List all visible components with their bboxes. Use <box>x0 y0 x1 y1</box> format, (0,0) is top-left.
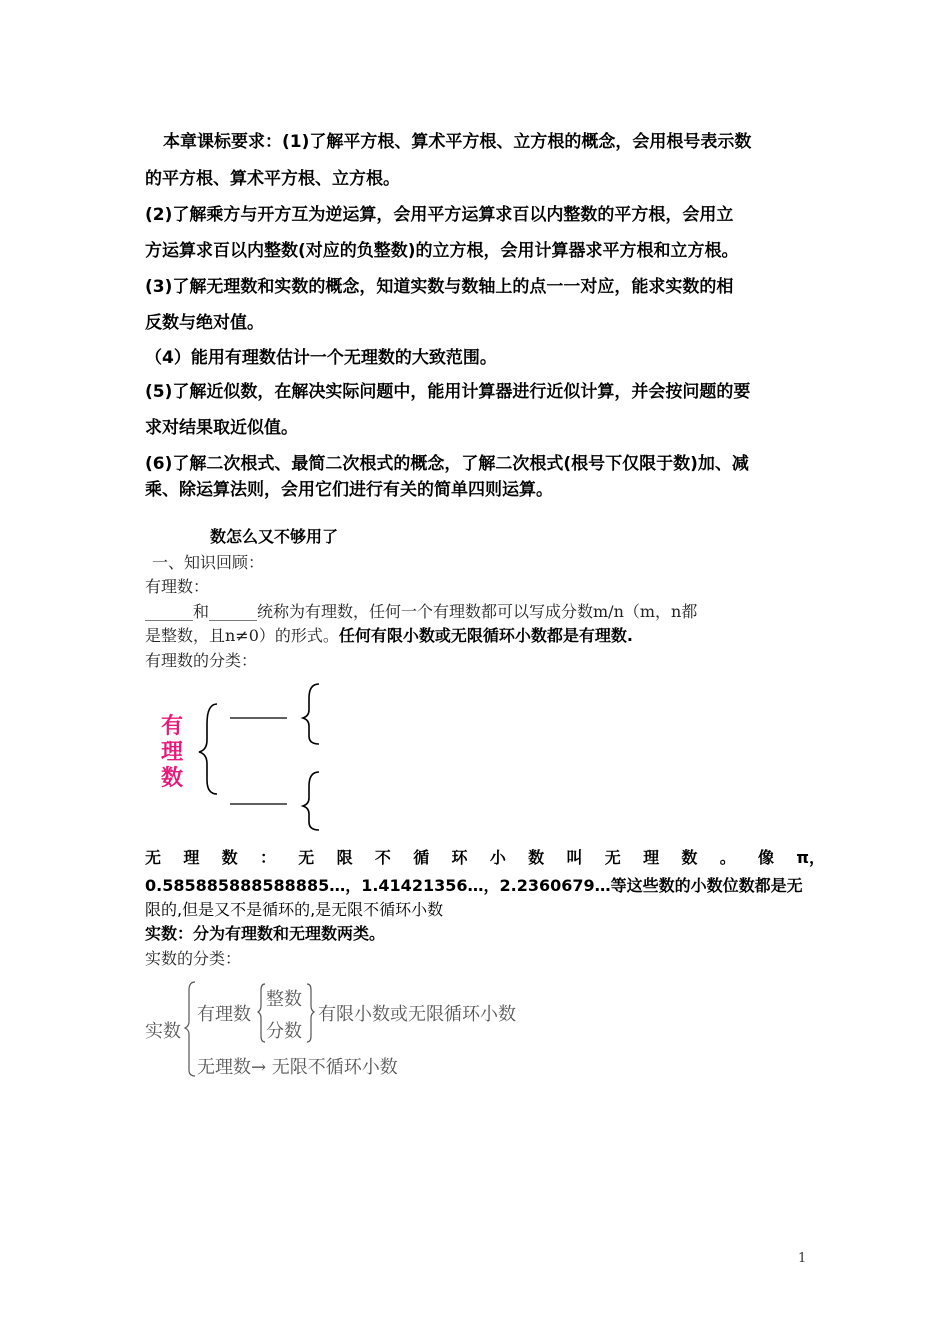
requirements-line-9: 求对结果取近似值。 <box>145 418 298 438</box>
requirements-line-8: (5)了解近似数，在解决实际问题中，能用计算器进行近似计算，并会按问题的要 <box>145 382 751 402</box>
real-irrational-label: 无理数→ 无限不循环小数 <box>197 1057 398 1078</box>
requirements-line-5: (3)了解无理数和实数的概念，知道实数与数轴上的点一一对应，能求实数的相 <box>145 277 734 297</box>
lower-brace <box>303 772 319 830</box>
requirements-line-3: (2)了解乘方与开方互为逆运算，会用平方运算求百以内整数的平方根，会用立 <box>145 205 734 225</box>
real-definition: 实数：分为有理数和无理数两类。 <box>145 924 386 943</box>
real-fraction-label: 分数 <box>266 1021 302 1042</box>
requirements-line-1: 本章课标要求：(1)了解平方根、算术平方根、立方根的概念，会用根号表示数 <box>163 132 752 152</box>
real-root-label: 实数 <box>145 1021 181 1042</box>
rational-fill-line-2 <box>145 623 633 646</box>
irrational-char: π， <box>796 848 825 867</box>
irrational-char: 无 <box>298 848 315 867</box>
upper-brace <box>303 684 319 744</box>
real-rational-label: 有理数 <box>197 1004 251 1025</box>
irrational-char: 理 <box>183 848 200 867</box>
real-integer-label: 整数 <box>266 989 302 1010</box>
irrational-char: 像 <box>758 848 775 867</box>
irrational-char: 叫 <box>566 848 583 867</box>
requirements-line-7: （4）能用有理数估计一个无理数的大致范围。 <box>145 348 497 368</box>
irrational-examples-line: 0.585885888588885…，1.41421356…，2.2360679…等这些数的小数位数都是无 <box>145 876 803 895</box>
rational-classification-label: 有理数的分类： <box>145 651 258 670</box>
irrational-char: 。 <box>719 848 736 867</box>
irrational-char: 理 <box>643 848 660 867</box>
rational-fill-line-1: ______和______统称为有理数，任何一个有理数都可以写成分数m/n（m，n都 <box>145 602 698 621</box>
real-classification-label: 实数的分类： <box>145 949 242 968</box>
irrational-char: 数 <box>681 848 698 867</box>
requirements-line-2: 的平方根、算术平方根、立方根。 <box>145 169 400 189</box>
requirements-line-10: (6)了解二次根式、最简二次根式的概念，了解二次根式(根号下仅限于数)加、减 <box>145 454 749 474</box>
rational-fill-line-2b: 任何有限小数或无限循环小数都是有理数. <box>338 626 633 645</box>
real-rational-note: 有限小数或无限循环小数 <box>318 1004 516 1025</box>
rational-braces <box>195 680 335 840</box>
requirements-line-11: 乘、除运算法则，会用它们进行有关的简单四则运算。 <box>145 480 553 500</box>
requirements-line-4: 方运算求百以内整数(对应的负整数)的立方根，会用计算器求平方根和立方根。 <box>145 241 739 261</box>
requirements-line-6: 反数与绝对值。 <box>145 313 264 333</box>
main-brace <box>199 704 217 794</box>
irrational-char: 无 <box>145 848 162 867</box>
irrational-char: ： <box>259 848 276 867</box>
irrational-char: 循 <box>413 848 430 867</box>
rational-label: 有理数： <box>145 577 210 596</box>
irrational-char: 小 <box>489 848 506 867</box>
rational-big-label: 有理数 <box>161 714 184 791</box>
irrational-char: 不 <box>374 848 391 867</box>
irrational-char: 数 <box>528 848 545 867</box>
page-number: 1 <box>798 1251 807 1266</box>
real-left-inner-brace <box>258 984 265 1042</box>
irrational-char: 数 <box>221 848 238 867</box>
real-main-brace <box>185 982 195 1076</box>
real-right-inner-brace <box>307 984 314 1042</box>
irrational-definition-line <box>145 845 825 868</box>
irrational-char: 环 <box>451 848 468 867</box>
irrational-char: 限 <box>336 848 353 867</box>
real-braces <box>183 980 323 1080</box>
irrational-char: 无 <box>604 848 621 867</box>
section-subtitle: 一、知识回顾： <box>152 553 265 572</box>
irrational-explain-line: 限的,但是又不是循环的,是无限不循环小数 <box>145 900 444 919</box>
rational-fill-line-2a: 是整数，且n≠0）的形式。 <box>145 626 339 645</box>
section-title: 数怎么又不够用了 <box>210 527 339 546</box>
